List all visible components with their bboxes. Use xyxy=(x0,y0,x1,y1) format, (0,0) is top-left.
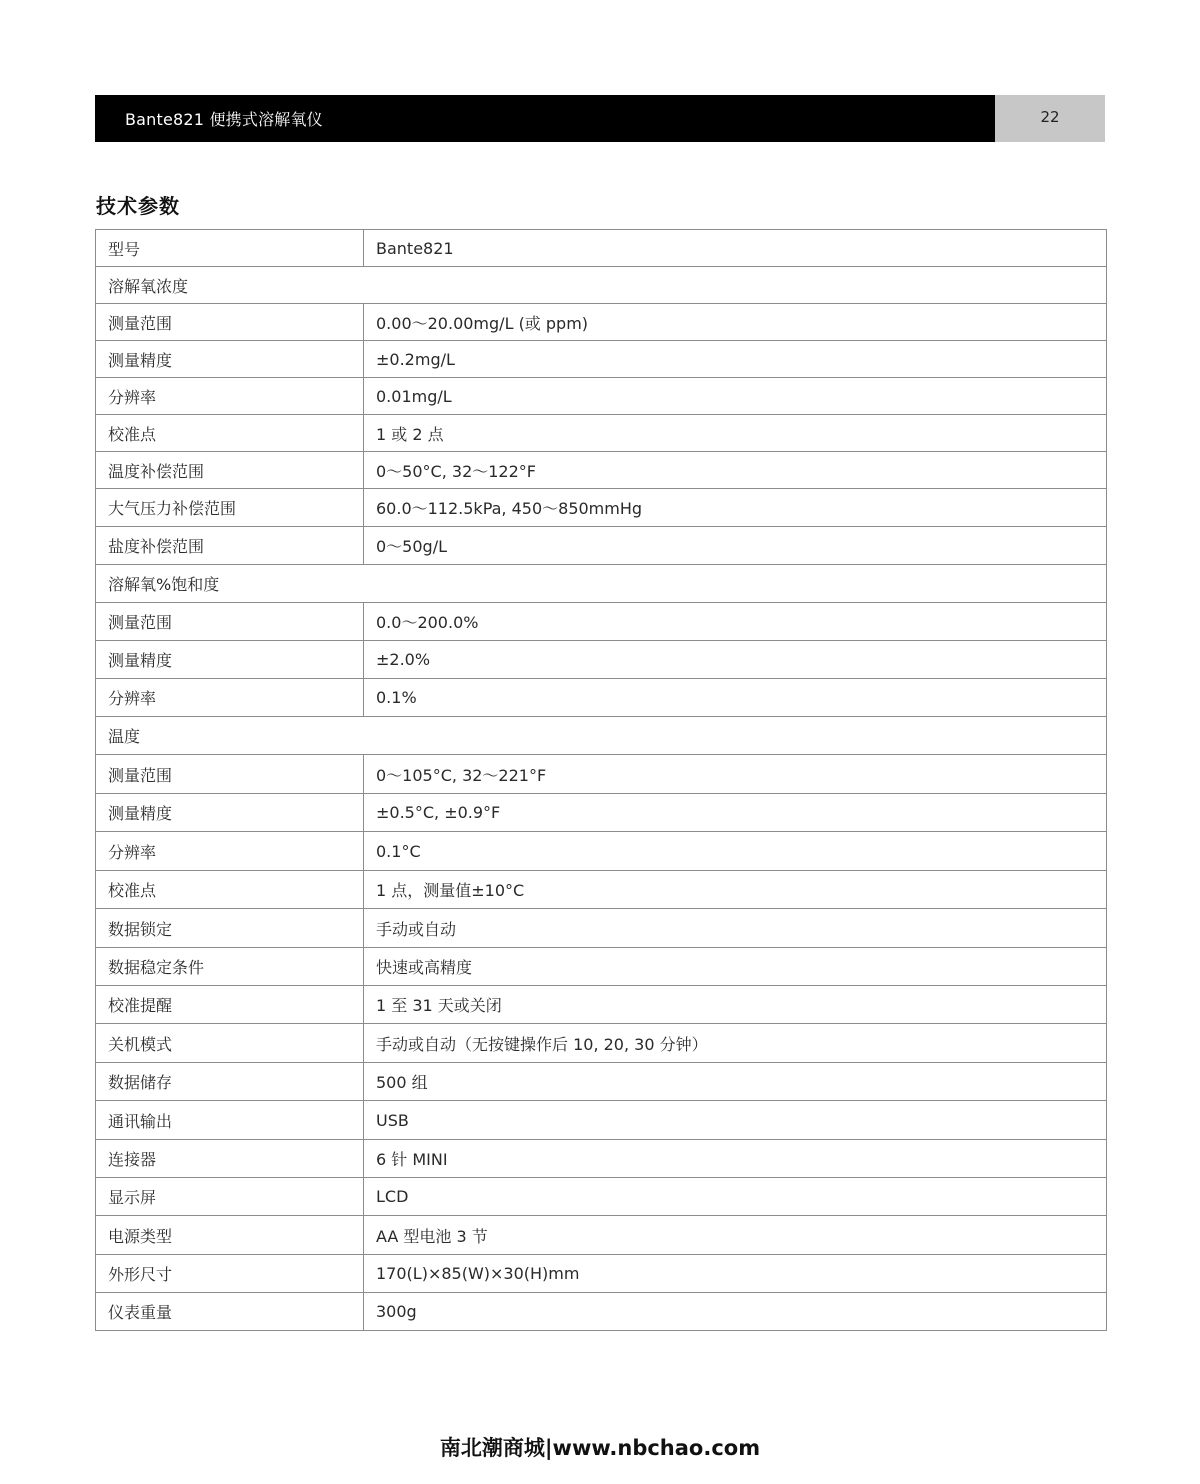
parameter-label: 测量范围 xyxy=(96,603,364,641)
parameter-label: 测量范围 xyxy=(96,304,364,341)
parameter-value: 0.1% xyxy=(364,679,1107,717)
table-row xyxy=(96,1063,1107,1101)
parameter-value: AA 型电池 3 节 xyxy=(364,1216,1107,1255)
parameter-label: 分辨率 xyxy=(96,832,364,871)
table-row xyxy=(96,948,1107,986)
parameter-label: 连接器 xyxy=(96,1140,364,1178)
parameter-value: 手动或自动（无按键操作后 10, 20, 30 分钟） xyxy=(364,1024,1107,1063)
table-row xyxy=(96,1216,1107,1255)
section-row xyxy=(96,717,1107,755)
table-row xyxy=(96,1024,1107,1063)
parameter-value: 170(L)×85(W)×30(H)mm xyxy=(364,1255,1107,1293)
parameter-value: ±0.2mg/L xyxy=(364,341,1107,378)
section-title: 技术参数 xyxy=(96,194,180,218)
footer-watermark: 南北潮商城|www.nbchao.com xyxy=(439,1436,761,1460)
parameter-label: 数据锁定 xyxy=(96,909,364,948)
parameter-label: 数据储存 xyxy=(96,1063,364,1101)
parameter-label: 温度补偿范围 xyxy=(96,452,364,489)
parameter-value: USB xyxy=(364,1101,1107,1140)
parameter-value: 快速或高精度 xyxy=(364,948,1107,986)
table-row xyxy=(96,603,1107,641)
parameter-value: 60.0～112.5kPa, 450～850mmHg xyxy=(364,489,1107,527)
parameter-label: 校准提醒 xyxy=(96,986,364,1024)
table-row xyxy=(96,230,1107,267)
parameter-value: 0～50g/L xyxy=(364,527,1107,565)
parameter-label: 分辨率 xyxy=(96,679,364,717)
parameter-value: LCD xyxy=(364,1178,1107,1216)
table-row xyxy=(96,1293,1107,1331)
parameter-value: 0.01mg/L xyxy=(364,378,1107,415)
parameter-value: ±2.0% xyxy=(364,641,1107,679)
section-heading-cell: 溶解氧浓度 xyxy=(96,267,1107,304)
parameter-value: 1 或 2 点 xyxy=(364,415,1107,452)
table-row xyxy=(96,679,1107,717)
table-row xyxy=(96,378,1107,415)
parameter-value: 手动或自动 xyxy=(364,909,1107,948)
parameter-label: 测量精度 xyxy=(96,641,364,679)
document-title: Bante821 便携式溶解氧仪 xyxy=(125,110,323,129)
parameter-value: 0～105°C, 32～221°F xyxy=(364,755,1107,794)
parameter-label: 型号 xyxy=(96,230,364,267)
parameter-label: 分辨率 xyxy=(96,378,364,415)
parameter-value: 6 针 MINI xyxy=(364,1140,1107,1178)
table-row xyxy=(96,452,1107,489)
table-row xyxy=(96,794,1107,832)
parameter-label: 关机模式 xyxy=(96,1024,364,1063)
parameter-label: 通讯输出 xyxy=(96,1101,364,1140)
parameter-label: 测量精度 xyxy=(96,794,364,832)
table-row xyxy=(96,871,1107,909)
table-row xyxy=(96,909,1107,948)
table-row xyxy=(96,1140,1107,1178)
section-heading-cell: 溶解氧%饱和度 xyxy=(96,565,1107,603)
parameter-value: 0.0～200.0% xyxy=(364,603,1107,641)
parameter-label: 校准点 xyxy=(96,871,364,909)
parameter-label: 显示屏 xyxy=(96,1178,364,1216)
header-bar xyxy=(95,95,995,142)
table-row xyxy=(96,986,1107,1024)
parameter-value: 0.00～20.00mg/L (或 ppm) xyxy=(364,304,1107,341)
parameter-label: 测量精度 xyxy=(96,341,364,378)
parameter-label: 外形尺寸 xyxy=(96,1255,364,1293)
table-row xyxy=(96,304,1107,341)
section-heading-cell: 温度 xyxy=(96,717,1107,755)
spec-table-body xyxy=(96,230,1107,1331)
parameter-value: 300g xyxy=(364,1293,1107,1331)
table-row xyxy=(96,489,1107,527)
parameter-value: 1 点，测量值±10°C xyxy=(364,871,1107,909)
table-row xyxy=(96,1255,1107,1293)
table-row xyxy=(96,1178,1107,1216)
table-row xyxy=(96,832,1107,871)
section-row xyxy=(96,267,1107,304)
parameter-value: Bante821 xyxy=(364,230,1107,267)
table-row xyxy=(96,527,1107,565)
parameter-value: 0～50°C, 32～122°F xyxy=(364,452,1107,489)
table-row xyxy=(96,1101,1107,1140)
spec-table xyxy=(95,229,1107,1331)
parameter-label: 盐度补偿范围 xyxy=(96,527,364,565)
parameter-value: ±0.5°C, ±0.9°F xyxy=(364,794,1107,832)
parameter-label: 数据稳定条件 xyxy=(96,948,364,986)
parameter-value: 500 组 xyxy=(364,1063,1107,1101)
parameter-label: 电源类型 xyxy=(96,1216,364,1255)
parameter-label: 校准点 xyxy=(96,415,364,452)
section-row xyxy=(96,565,1107,603)
parameter-label: 测量范围 xyxy=(96,755,364,794)
parameter-value: 0.1°C xyxy=(364,832,1107,871)
table-row xyxy=(96,755,1107,794)
parameter-label: 大气压力补偿范围 xyxy=(96,489,364,527)
table-row xyxy=(96,641,1107,679)
page-number-badge xyxy=(995,95,1105,142)
page-number: 22 xyxy=(1040,108,1060,126)
parameter-label: 仪表重量 xyxy=(96,1293,364,1331)
parameter-value: 1 至 31 天或关闭 xyxy=(364,986,1107,1024)
table-row xyxy=(96,341,1107,378)
table-row xyxy=(96,415,1107,452)
